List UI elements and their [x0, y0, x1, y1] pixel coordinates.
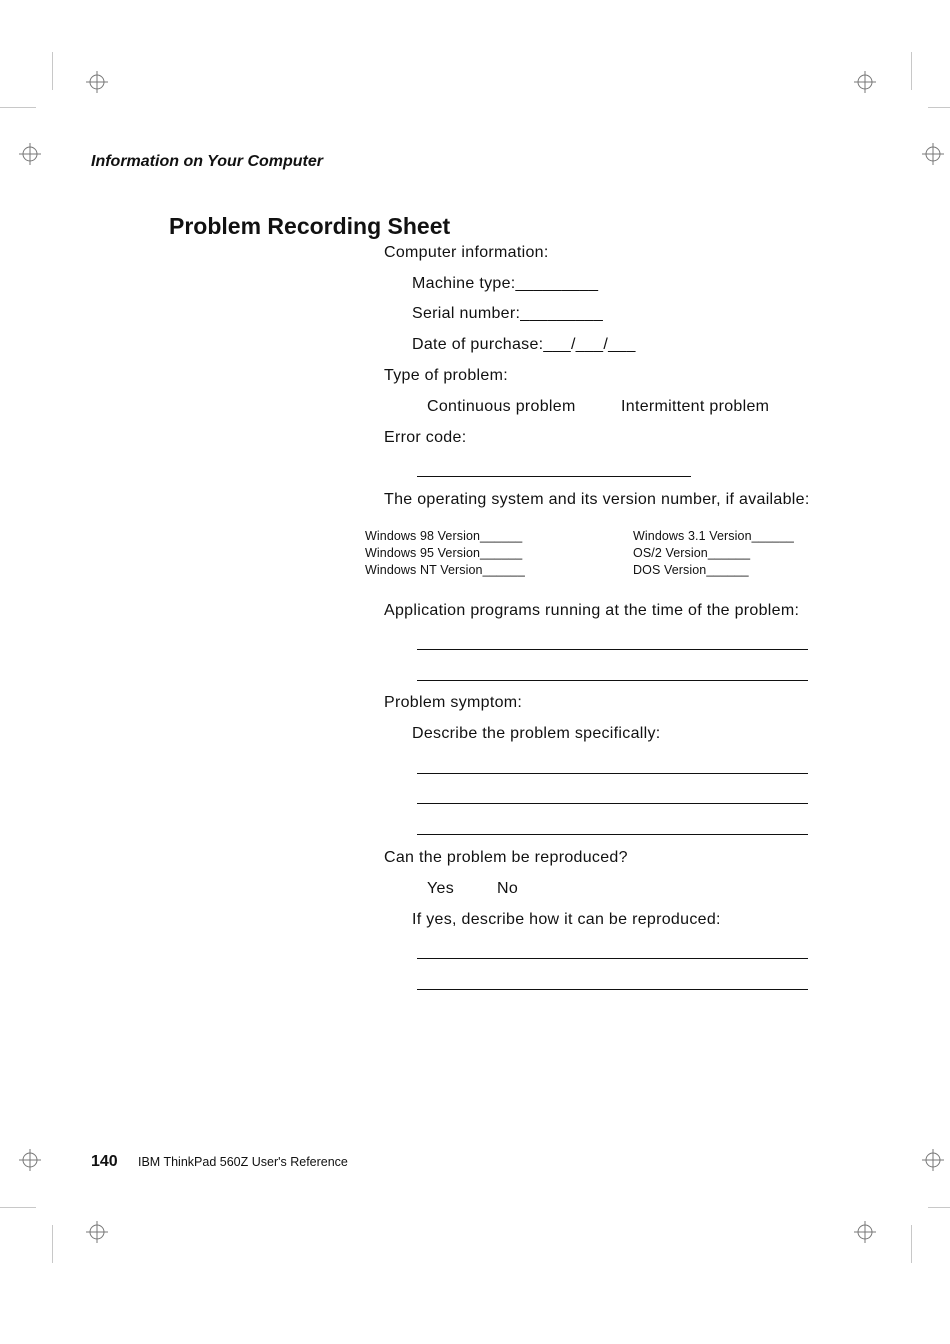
page-number: 140 [91, 1153, 118, 1170]
answer-line [417, 773, 808, 774]
crop-mark [0, 107, 36, 108]
registration-mark-icon [19, 1149, 41, 1171]
answer-line [417, 834, 808, 835]
os-option: Windows 3.1 Version______ [633, 529, 794, 543]
serial-number-field: Serial number:_________ [412, 305, 604, 322]
symptom-label: Problem symptom: [384, 694, 523, 711]
registration-mark-icon [19, 143, 41, 165]
date-of-purchase-field: Date of purchase:___/___/___ [412, 336, 636, 353]
running-head: Information on Your Computer [91, 153, 323, 170]
no-option: No [497, 880, 519, 897]
registration-mark-icon [854, 1221, 876, 1243]
answer-line [417, 803, 808, 804]
applications-label: Application programs running at the time of the problem: [384, 602, 800, 619]
intermittent-problem-option: Intermittent problem [621, 398, 770, 415]
error-code-line [417, 476, 691, 477]
registration-mark-icon [86, 1221, 108, 1243]
crop-mark [911, 52, 912, 90]
computer-info-label: Computer information: [384, 244, 549, 261]
answer-line [417, 989, 808, 990]
crop-mark [52, 1225, 53, 1263]
os-option: Windows 98 Version______ [365, 529, 523, 543]
crop-mark [52, 52, 53, 90]
book-title: IBM ThinkPad 560Z User's Reference [138, 1155, 348, 1169]
reproduce-describe-label: If yes, describe how it can be reproduced: [412, 911, 721, 928]
crop-mark [0, 1207, 36, 1208]
problem-type-label: Type of problem: [384, 367, 508, 384]
crop-mark [928, 1207, 950, 1208]
answer-line [417, 649, 808, 650]
os-option: Windows 95 Version______ [365, 546, 523, 560]
os-option: Windows NT Version______ [365, 563, 525, 577]
crop-mark [928, 107, 950, 108]
os-option: OS/2 Version______ [633, 546, 751, 560]
registration-mark-icon [854, 71, 876, 93]
describe-problem-label: Describe the problem specifically: [412, 725, 661, 742]
crop-mark [911, 1225, 912, 1263]
machine-type-field: Machine type:_________ [412, 275, 599, 292]
reproduce-label: Can the problem be reproduced? [384, 849, 628, 866]
answer-line [417, 958, 808, 959]
registration-mark-icon [922, 143, 944, 165]
answer-line [417, 680, 808, 681]
error-code-label: Error code: [384, 429, 467, 446]
continuous-problem-option: Continuous problem [427, 398, 576, 415]
page-title: Problem Recording Sheet [169, 213, 451, 239]
yes-option: Yes [427, 880, 455, 897]
registration-mark-icon [922, 1149, 944, 1171]
os-option: DOS Version______ [633, 563, 749, 577]
registration-mark-icon [86, 71, 108, 93]
os-label: The operating system and its version number, if available: [384, 491, 810, 508]
